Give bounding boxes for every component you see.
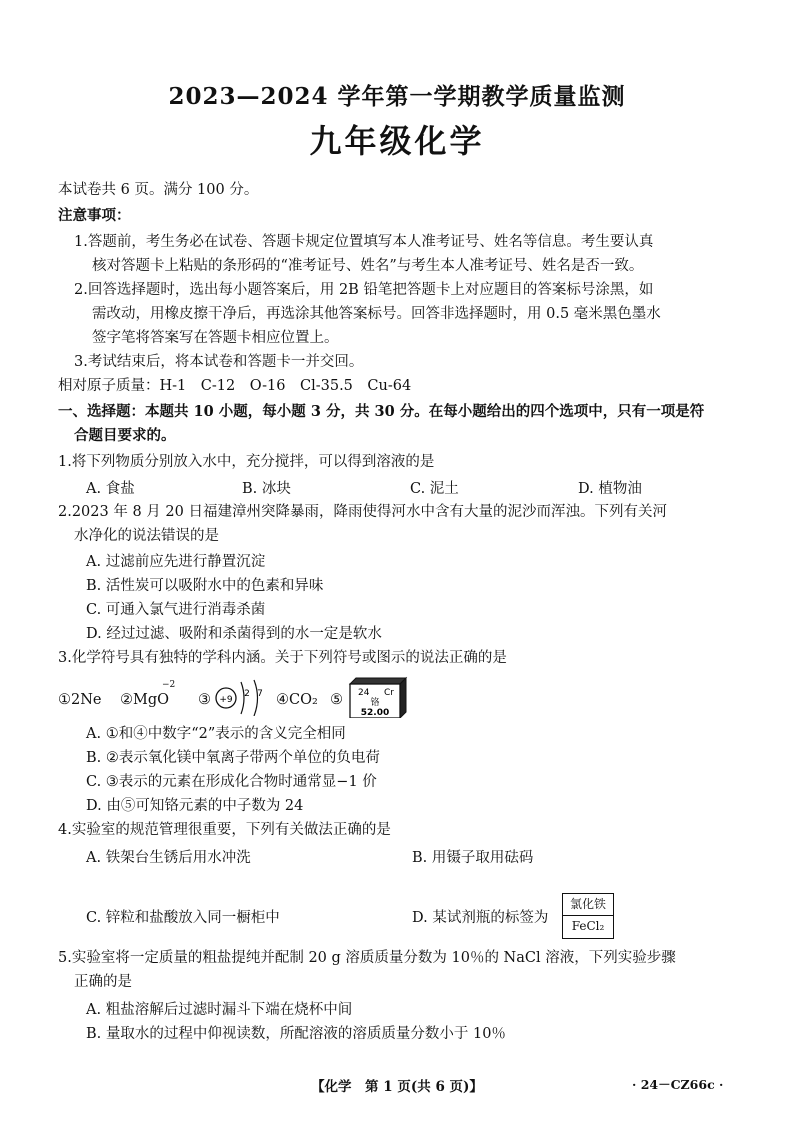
q5-stem-a: 5.实验室将一定质量的粗盐提纯并配制 20 g 溶质质量分数为 10％的 NaCl 溶液，下列实验步骤 (58, 950, 676, 966)
q2-option-d: D. 经过过滤、吸附和杀菌得到的水一定是软水 (86, 626, 382, 642)
q3-option-b: B. ②表示氧化镁中氧离子带两个单位的负电荷 (86, 750, 380, 766)
chromium-symbol: Cr (384, 688, 394, 698)
q1-option-b: B. 冰块 (242, 481, 291, 497)
notes-heading: 注意事项： (58, 207, 131, 224)
q5-stem-b: 正确的是 (74, 974, 132, 990)
q3-symbols (58, 672, 478, 718)
section-heading-a: 一、选择题：本题共 10 小题，每小题 3 分，共 30 分。在每小题给出的四个选项中，只有一项是符 (58, 403, 705, 420)
q2-option-b: B. 活性炭可以吸附水中的色素和异味 (86, 578, 324, 594)
page-count-note: 本试卷共 6 页。满分 100 分。 (58, 182, 259, 198)
q2-option-c: C. 可通入氯气进行消毒杀菌 (86, 602, 266, 618)
note-2c: 签字笔将答案写在答题卡相应位置上。 (92, 330, 339, 346)
q1-option-a: A. 食盐 (86, 481, 135, 497)
nucleus-charge: +9 (219, 695, 233, 705)
section-heading-b: 合题目要求的。 (74, 427, 176, 444)
q1-option-c: C. 泥土 (410, 481, 459, 497)
symbol-mgo: ②MgO (120, 692, 170, 708)
q2-stem-b: 水净化的说法错误的是 (74, 528, 219, 544)
exam-code: · 24－CZ66c · (632, 1077, 724, 1092)
q4-option-d: D. 某试剂瓶的标签为 (412, 910, 549, 926)
exam-title: 2023—2024 学年第一学期教学质量监测 (168, 83, 626, 110)
q2-stem-a: 2.2023 年 8 月 20 日福建漳州突降暴雨，降雨使得河水中含有大量的泥沙而浑浊。下列有关河 (58, 504, 667, 520)
note-1b: 核对答题卡上粘贴的条形码的“准考证号、姓名”与考生本人准考证号、姓名是否一致。 (92, 258, 644, 274)
symbol-2ne: ①2Ne (58, 692, 102, 708)
shell-2-electrons: 7 (257, 689, 263, 699)
q3-option-a: A. ①和④中数字“2”表示的含义完全相同 (86, 726, 346, 742)
symbol-5-marker: ⑤ (330, 692, 343, 708)
q4-stem: 4.实验室的规范管理很重要，下列有关做法正确的是 (58, 822, 391, 838)
q3-option-c: C. ③表示的元素在形成化合物时通常显−1 价 (86, 774, 377, 790)
symbol-co2: ④CO₂ (276, 692, 318, 708)
q2-option-a: A. 过滤前应先进行静置沉淀 (86, 554, 266, 570)
note-1a: 1.答题前，考生务必在试卷、答题卡规定位置填写本人准考证号、姓名等信息。考生要认真 (74, 234, 654, 250)
note-3: 3.考试结束后，将本试卷和答题卡一并交回。 (74, 354, 364, 370)
q3-stem: 3.化学符号具有独特的学科内涵。关于下列符号或图示的说法正确的是 (58, 650, 507, 666)
atomic-mass-list: 相对原子质量：H-1 C-12 O-16 Cl-35.5 Cu-64 (58, 378, 412, 394)
symbol-3-marker: ③ (198, 692, 211, 708)
shell-1-electrons: 2 (244, 689, 250, 699)
atom-structure-diagram (214, 676, 272, 716)
q4-option-c: C. 锌粒和盐酸放入同一橱柜中 (86, 910, 280, 926)
q5-option-b: B. 量取水的过程中仰视读数，所配溶液的溶质质量分数小于 10％ (86, 1026, 506, 1042)
subject-title: 九年级化学 (309, 122, 485, 160)
q1-option-d: D. 植物油 (578, 481, 642, 497)
q4-option-b: B. 用镊子取用砝码 (412, 850, 534, 866)
chromium-element-tile (346, 676, 408, 718)
q3-option-d: D. 由⑤可知铬元素的中子数为 24 (86, 798, 304, 814)
q1-stem: 1.将下列物质分别放入水中，充分搅拌，可以得到溶液的是 (58, 454, 435, 470)
label-name: 氯化铁 (563, 894, 613, 916)
note-2a: 2.回答选择题时，选出每小题答案后，用 2B 铅笔把答题卡上对应题目的答案标号涂黑，如 (74, 282, 654, 298)
chromium-mass: 52.00 (360, 708, 390, 718)
chromium-name: 铬 (370, 698, 380, 708)
reagent-bottle-label (562, 893, 614, 939)
q5-option-a: A. 粗盐溶解后过滤时漏斗下端在烧杯中间 (86, 1002, 353, 1018)
chromium-atomic-number: 24 (358, 688, 370, 698)
q4-option-a: A. 铁架台生锈后用水冲洗 (86, 850, 251, 866)
page-footer: 【化学 第 1 页(共 6 页)】 (311, 1079, 483, 1095)
note-2b: 需改动，用橡皮擦干净后，再选涂其他答案标号。回答非选择题时，用 0.5 毫米黑色墨水 (92, 306, 661, 322)
label-formula: FeCl₂ (571, 919, 605, 933)
oxygen-valence: −2 (162, 680, 176, 690)
